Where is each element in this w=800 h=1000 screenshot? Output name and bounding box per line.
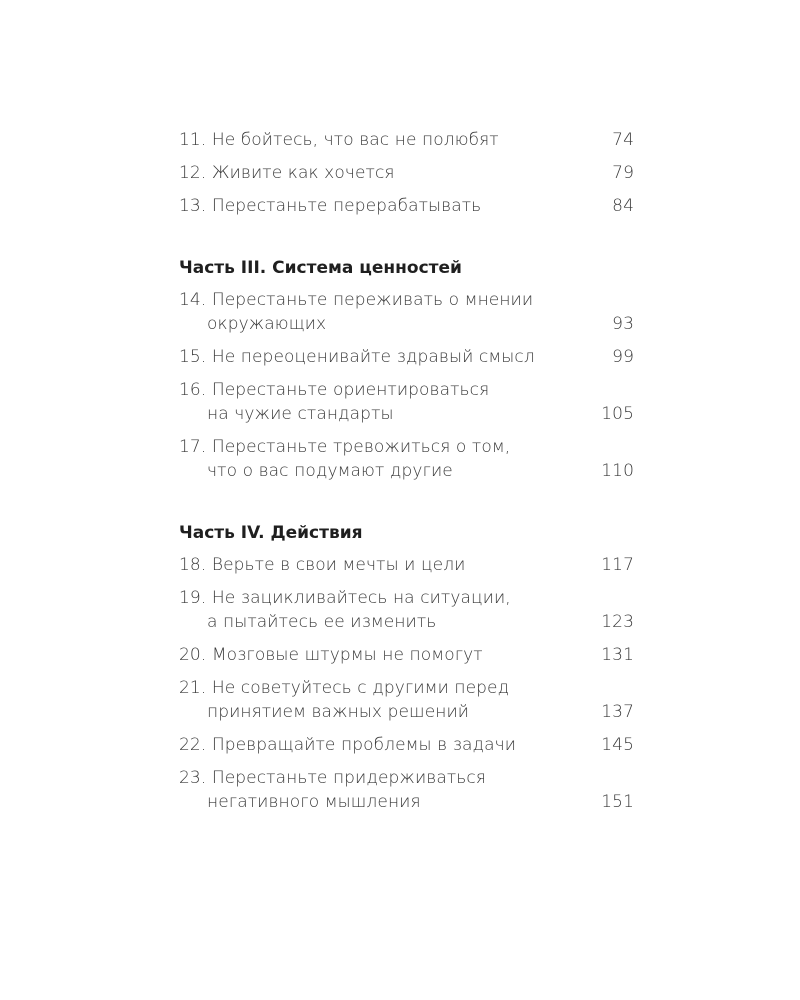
toc-entry-title: 22. Превращайте проблемы в задачи xyxy=(179,735,517,755)
toc-entry-14[interactable] xyxy=(179,288,634,336)
toc-entry-page: 123 xyxy=(601,612,634,632)
toc-entry-title: 13. Перестаньте перерабатывать xyxy=(179,196,482,216)
toc-entry-title-cont: окружающих xyxy=(207,314,327,334)
toc-entry-title: 17. Перестаньте тревожиться о том, xyxy=(179,437,511,457)
toc-entry-page: 117 xyxy=(601,555,634,575)
toc-entry-21[interactable] xyxy=(179,676,634,724)
toc-entry-title-cont: негативного мышления xyxy=(207,792,421,812)
part-4-heading: Часть IV. Действия xyxy=(179,523,363,543)
toc-entry-title: 19. Не зацикливайтесь на ситуации, xyxy=(179,588,511,608)
toc-entry-title: 15. Не переоценивайте здравый смысл xyxy=(179,347,535,367)
toc-entry-title-cont: а пытайтесь ее изменить xyxy=(207,612,437,632)
toc-entry-22[interactable] xyxy=(179,733,634,757)
toc-entry-title: 21. Не советуйтесь с другими перед xyxy=(179,678,510,698)
toc-entry-page: 151 xyxy=(601,792,634,812)
toc-entry-page: 131 xyxy=(601,645,634,665)
toc-entry-page: 74 xyxy=(612,130,634,150)
toc-entry-title: 23. Перестаньте придерживаться xyxy=(179,768,486,788)
toc-entry-page: 84 xyxy=(612,196,634,216)
toc-entry-15[interactable] xyxy=(179,345,634,369)
toc-entry-page: 110 xyxy=(601,461,634,481)
toc-entry-page: 99 xyxy=(612,347,634,367)
table-of-contents xyxy=(179,128,634,814)
toc-entry-19[interactable] xyxy=(179,586,634,634)
toc-entry-page: 145 xyxy=(601,735,634,755)
toc-entry-13[interactable] xyxy=(179,194,634,218)
toc-entry-23[interactable] xyxy=(179,766,634,814)
toc-entry-20[interactable] xyxy=(179,643,634,667)
toc-entry-title: 11. Не бойтесь, что вас не полюбят xyxy=(179,130,499,150)
toc-entry-page: 93 xyxy=(612,314,634,334)
toc-entry-page: 79 xyxy=(612,163,634,183)
toc-entry-page: 137 xyxy=(601,702,634,722)
toc-entry-18[interactable] xyxy=(179,553,634,577)
toc-entry-16[interactable] xyxy=(179,378,634,426)
toc-entry-11[interactable] xyxy=(179,128,634,152)
toc-entry-title: 16. Перестаньте ориентироваться xyxy=(179,380,490,400)
toc-entry-17[interactable] xyxy=(179,435,634,483)
toc-entry-12[interactable] xyxy=(179,161,634,185)
toc-entry-title-cont: на чужие стандарты xyxy=(207,404,394,424)
toc-entry-title-cont: принятием важных решений xyxy=(207,702,470,722)
toc-entry-page: 105 xyxy=(601,404,634,424)
toc-entry-title: 14. Перестаньте переживать о мнении xyxy=(179,290,534,310)
part-3-heading: Часть III. Система ценностей xyxy=(179,258,462,278)
toc-entry-title-cont: что о вас подумают другие xyxy=(207,461,453,481)
toc-entry-title: 20. Мозговые штурмы не помогут xyxy=(179,645,483,665)
toc-entry-title: 18. Верьте в свои мечты и цели xyxy=(179,555,466,575)
toc-entry-title: 12. Живите как хочется xyxy=(179,163,395,183)
